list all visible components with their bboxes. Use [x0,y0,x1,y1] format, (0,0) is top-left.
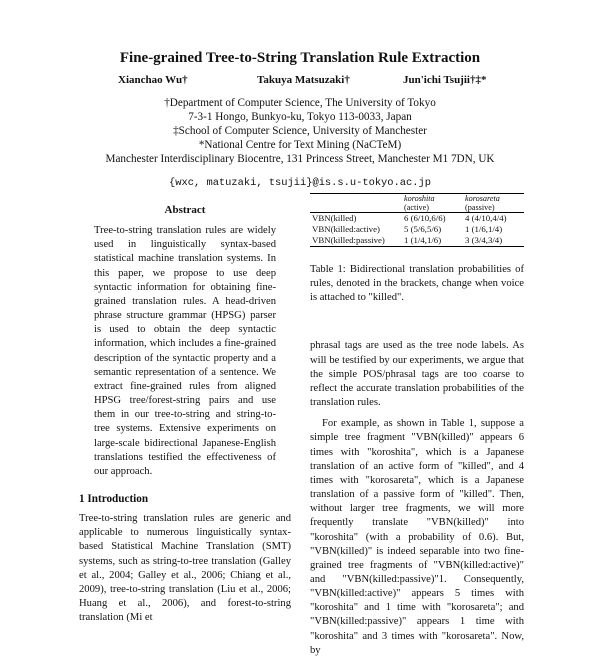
table-subheader-cell: (passive) [463,203,524,213]
table-header-cell [310,194,402,204]
table-cell: VBN(killed:passive) [310,235,402,247]
table-caption: Table 1: Bidirectional translation probabilities of rules, denoted in the brackets, change when voice is attached to "killed". [310,264,524,304]
author-2: Takuya Matsuzaki† [257,74,350,86]
table-header-row [310,194,524,204]
body-paragraph: For example, as shown in Table 1, suppose a simple tree fragment "VBN(killed)" appears 6 times with "koroshita", which is a Japanese translation of an active form of "killed", and 4 times with "korosareta", which is a Japanese translation of a passive form of "killed". Then, without larger tree fragments, we will more frequently translate "VBN(killed)" into "koroshita" (with a probability of 0.6). But, "VBN(killed)" is indeed separable into two fine-grained tree fragments of "VBN(killed:active)" and "VBN(killed:passive)"1. Consequently, "VBN(killed:active)" appears 5 times with "koroshita" and 1 time with "korosareta"; and "VBN(killed:passive)" appears 1 time with "koroshita" and 3 times with "korosareta". Now, by [310,418,524,656]
affiliation-line: †Department of Computer Science, The University of Tokyo [164,97,436,109]
table-header-cell: koroshita [404,194,435,203]
translation-probability-table [310,193,524,247]
section-heading-introduction: 1 Introduction [79,492,149,505]
table-subheader-row [310,203,524,213]
affiliation-line: Manchester Interdisciplinary Biocentre, 131 Princess Street, Manchester M1 7DN, UK [105,153,495,165]
abstract-heading: Abstract [164,204,206,216]
table-row [310,213,524,225]
table-row [310,235,524,247]
table-subheader-cell [310,203,402,213]
table-cell: 1 (1/6,1/4) [465,224,503,234]
table-cell: 5 (5/6,5/6) [404,224,442,234]
left-column [79,203,291,625]
affiliation-line: 7-3-1 Hongo, Bunkyo-ku, Tokyo 113-0033, Japan [188,111,412,123]
table-subheader-cell: (active) [402,203,463,213]
table-cell: 4 (4/10,4/4) [465,213,507,223]
author-email: {wxc, matuzaki, tsujii}@is.s.u-tokyo.ac.jp [169,177,431,189]
author-3: Jun'ichi Tsujii†‡* [403,74,487,86]
right-column [310,193,524,658]
abstract-text: Tree-to-string translation rules are widely used in linguistically syntax-based statistical machine translation systems. In this paper, we propose to use deep syntactic information for obtaining fine-grained translation rules. A head-driven phrase structure grammar (HPSG) parser is used to obtain the deep syntactic information, which includes a fine-grained description of the syntactic property and a semantic representation of a sentence. We extract fine-grained rules from aligned HPSG tree/forest-string pairs and use them in our tree-to-string and string-to-tree systems. Extensive experiments on large-scale bidirectional Japanese-English translations testified the effectiveness of our approach. [94,225,276,477]
body-paragraph: phrasal tags are used as the tree node labels. As will be testified by our experiments, we argue that the simple POS/phrasal tags are too coarse to reflect the accurate translation probabilities of the translation rules. [310,340,524,409]
affiliation-line: *National Centre for Text Mining (NaCTeM) [198,139,402,151]
affiliation-line: ‡School of Computer Science, University of Manchester [173,125,427,137]
affiliations [0,96,600,166]
paper-title: Fine-grained Tree-to-String Translation Rule Extraction [119,50,481,66]
table-cell: VBN(killed) [312,213,357,223]
author-1: Xianchao Wu† [118,74,188,86]
table-header-cell: korosareta [465,194,500,203]
table-cell: 3 (3/4,3/4) [463,235,524,247]
table-cell: VBN(killed:active) [312,224,380,234]
introduction-text: Tree-to-string translation rules are generic and applicable to numerous linguistically syntax-based Statistical Machine Translation (SMT) systems, such as string-to-tree translation (Galley et al., 2004; Galley et al., 2006; Chiang et al., 2009), tree-to-string translation (Liu et al., 2006; Huang et al., 2006), and forest-to-string translation (Mi et [79,513,291,624]
table-cell: 1 (1/4,1/6) [402,235,463,247]
table-row [310,224,524,235]
table-cell: 6 (6/10,6/6) [404,213,446,223]
